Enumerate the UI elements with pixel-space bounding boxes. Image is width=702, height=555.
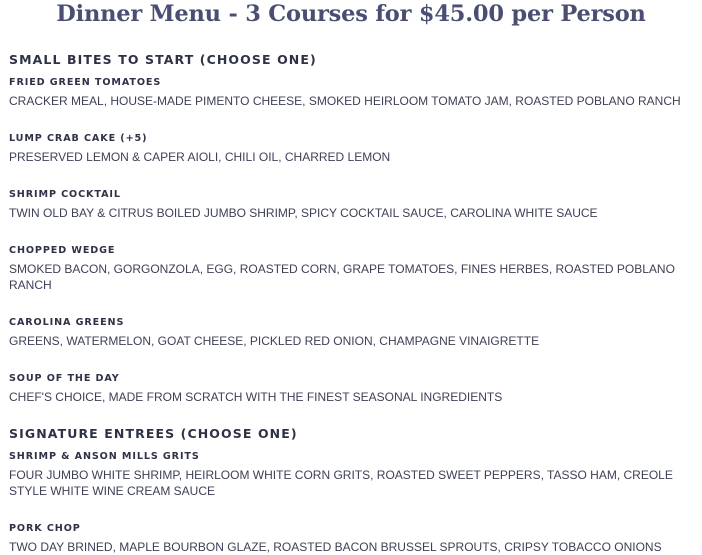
item-name: PORK CHOP — [9, 523, 81, 534]
menu-content — [0, 52, 702, 555]
menu-item-shrimp-cocktail — [9, 189, 694, 221]
item-name: FRIED GREEN TOMATOES — [9, 77, 162, 88]
item-name: SHRIMP COCKTAIL — [9, 189, 121, 200]
menu-item-soup-of-the-day — [9, 373, 694, 405]
menu-item-pork-chop — [9, 523, 694, 555]
item-description: TWIN OLD BAY & CITRUS BOILED JUMBO SHRIMP, SPICY COCKTAIL SAUCE, CAROLINA WHITE SAUCE — [9, 206, 598, 220]
item-description: PRESERVED LEMON & CAPER AIOLI, CHILI OIL, CHARRED LEMON — [9, 150, 391, 164]
section-heading-small-bites: SMALL BITES TO START (CHOOSE ONE) — [9, 52, 317, 67]
menu-title: Dinner Menu - 3 Courses for $45.00 per Person — [56, 1, 646, 27]
item-description: CHEF'S CHOICE, MADE FROM SCRATCH WITH THE FINEST SEASONAL INGREDIENTS — [9, 390, 503, 404]
item-description: FOUR JUMBO WHITE SHRIMP, HEIRLOOM WHITE CORN GRITS, ROASTED SWEET PEPPERS, TASSO HAM, CREOLE STYLE WHITE WINE CREAM SAUCE — [9, 468, 673, 498]
section-heading-signature-entrees: SIGNATURE ENTREES (CHOOSE ONE) — [9, 426, 298, 441]
item-description: SMOKED BACON, GORGONZOLA, EGG, ROASTED CORN, GRAPE TOMATOES, FINES HERBES, ROASTED POBLANO RANCH — [9, 262, 675, 292]
menu-item-shrimp-grits — [9, 451, 694, 499]
item-name: LUMP CRAB CAKE (+5) — [9, 133, 148, 144]
menu-item-chopped-wedge — [9, 245, 694, 293]
item-name: SOUP OF THE DAY — [9, 373, 120, 384]
menu-item-carolina-greens — [9, 317, 694, 349]
item-description: TWO DAY BRINED, MAPLE BOURBON GLAZE, ROASTED BACON BRUSSEL SPROUTS, CRIPSY TOBACCO ONIONS — [9, 540, 662, 554]
item-description: GREENS, WATERMELON, GOAT CHEESE, PICKLED RED ONION, CHAMPAGNE VINAIGRETTE — [9, 334, 540, 348]
menu-item-lump-crab-cake — [9, 133, 694, 165]
item-name: CAROLINA GREENS — [9, 317, 125, 328]
item-description: CRACKER MEAL, HOUSE-MADE PIMENTO CHEESE, SMOKED HEIRLOOM TOMATO JAM, ROASTED POBLANO RANCH — [9, 94, 681, 108]
item-name: CHOPPED WEDGE — [9, 245, 116, 256]
menu-item-fried-green-tomatoes — [9, 77, 694, 109]
item-name: SHRIMP & ANSON MILLS GRITS — [9, 451, 200, 462]
